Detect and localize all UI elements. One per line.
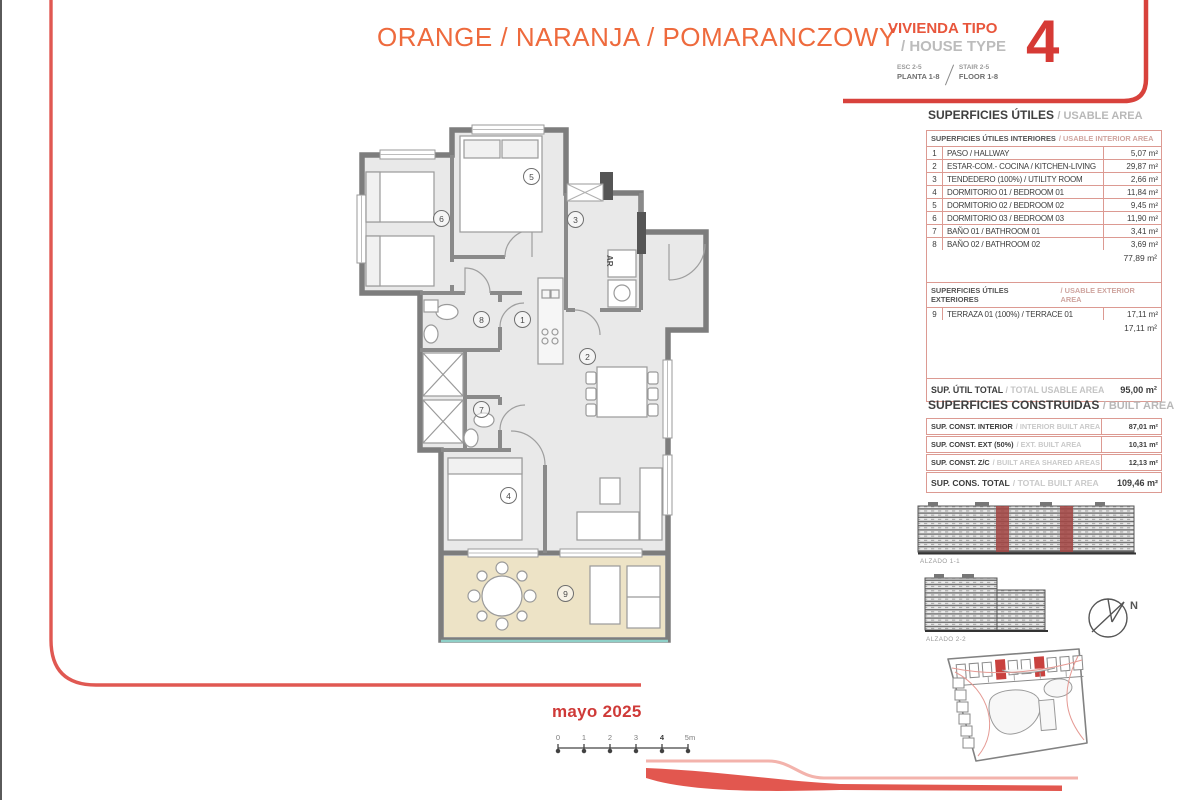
scale-bar xyxy=(556,744,689,753)
bottom-swoosh xyxy=(646,761,1078,791)
usable-total-row: SUP. ÚTIL TOTAL / TOTAL USABLE AREA 95,00 m² xyxy=(927,378,1161,401)
built-row: SUP. CONST. INTERIOR / INTERIOR BUILT AREA 87,01 m² xyxy=(926,418,1162,435)
scale-tick-1: 1 xyxy=(581,733,587,742)
ar-appliance-label: AR xyxy=(605,255,614,267)
usable-area-table xyxy=(926,130,1162,402)
alzado-1-label: ALZADO 1-1 xyxy=(920,558,961,565)
built-row: SUP. CONST. EXT (50%) / EXT. BUILT AREA 10,31 m² xyxy=(926,436,1162,453)
usable-area-title: SUPERFICIES ÚTILES / USABLE AREA xyxy=(928,108,1143,122)
scale-tick-4: 4 xyxy=(659,733,665,742)
room-number-7: 7 xyxy=(473,401,490,418)
room-number-8: 8 xyxy=(473,311,490,328)
elevation-alzado-2 xyxy=(925,574,1048,631)
table-row: 8 BAÑO 02 / BATHROOM 02 3,69 m² xyxy=(927,238,1161,250)
room-number-5: 5 xyxy=(523,168,540,185)
north-arrow-icon xyxy=(1089,599,1127,637)
table-row: 9 TERRAZA 01 (100%) / TERRACE 01 17,11 m² xyxy=(927,308,1161,320)
room-number-4: 4 xyxy=(500,487,517,504)
table-row: 1 PASO / HALLWAY 5,07 m² xyxy=(927,147,1161,160)
room-number-6: 6 xyxy=(433,210,450,227)
floor-plan-drawing xyxy=(357,125,706,641)
house-type-en: / HOUSE TYPE xyxy=(901,38,1007,55)
scale-tick-3: 3 xyxy=(633,733,639,742)
scale-tick-0: 0 xyxy=(555,733,561,742)
exterior-subtotal: 17,11 m² xyxy=(1124,323,1157,333)
house-type-number: 4 xyxy=(1026,8,1060,75)
stair-floor-block xyxy=(897,64,998,86)
table-row: 6 DORMITORIO 03 / BEDROOM 03 11,90 m² xyxy=(927,212,1161,225)
scale-tick-5: 5m xyxy=(684,733,696,742)
planta-label: PLANTA 1-8 xyxy=(897,72,940,82)
room-number-1: 1 xyxy=(514,311,531,328)
floor-label: FLOOR 1-8 xyxy=(958,72,999,82)
site-plan-drawing xyxy=(948,649,1087,761)
esc-label: ESC 2-5 xyxy=(897,64,922,71)
house-type-es: VIVIENDA TIPO xyxy=(888,20,998,37)
room-number-3: 3 xyxy=(567,211,584,228)
table-row: 5 DORMITORIO 02 / BEDROOM 02 9,45 m² xyxy=(927,199,1161,212)
spacer xyxy=(927,336,1161,378)
elevation-alzado-1 xyxy=(918,502,1136,554)
north-label: N xyxy=(1130,600,1138,612)
table-row: 4 DORMITORIO 01 / BEDROOM 01 11,84 m² xyxy=(927,186,1161,199)
built-row: SUP. CONST. Z/C / BUILT AREA SHARED AREAS 12,13 m² xyxy=(926,454,1162,471)
slash-divider xyxy=(944,65,954,86)
table-row: 3 TENDEDERO (100%) / UTILITY ROOM 2,66 m² xyxy=(927,173,1161,186)
utility-window xyxy=(567,184,603,201)
spacer xyxy=(927,266,1161,282)
exterior-header: SUPERFICIES ÚTILES EXTERIORES / USABLE EXTERIOR AREA xyxy=(927,282,1161,308)
stair-label: STAIR 2-5 xyxy=(958,64,990,71)
interior-subtotal: 77,89 m² xyxy=(1123,253,1157,263)
table-row: 7 BAÑO 01 / BATHROOM 01 3,41 m² xyxy=(927,225,1161,238)
table-row: 2 ESTAR-COM.- COCINA / KITCHEN-LIVING 29,87 m² xyxy=(927,160,1161,173)
date-label: mayo 2025 xyxy=(552,702,642,721)
built-area-title: SUPERFICIES CONSTRUIDAS / BUILT AREA xyxy=(928,398,1175,412)
page-title: ORANGE / NARANJA / POMARANCZOWY xyxy=(377,22,897,52)
scale-tick-2: 2 xyxy=(607,733,613,742)
room-number-9: 9 xyxy=(557,585,574,602)
built-total-row: SUP. CONS. TOTAL / TOTAL BUILT AREA 109,46 m² xyxy=(926,472,1162,493)
room-number-2: 2 xyxy=(579,348,596,365)
alzado-2-label: ALZADO 2-2 xyxy=(926,636,967,643)
interior-header: SUPERFICIES ÚTILES INTERIORES / USABLE INTERIOR AREA xyxy=(927,131,1161,147)
